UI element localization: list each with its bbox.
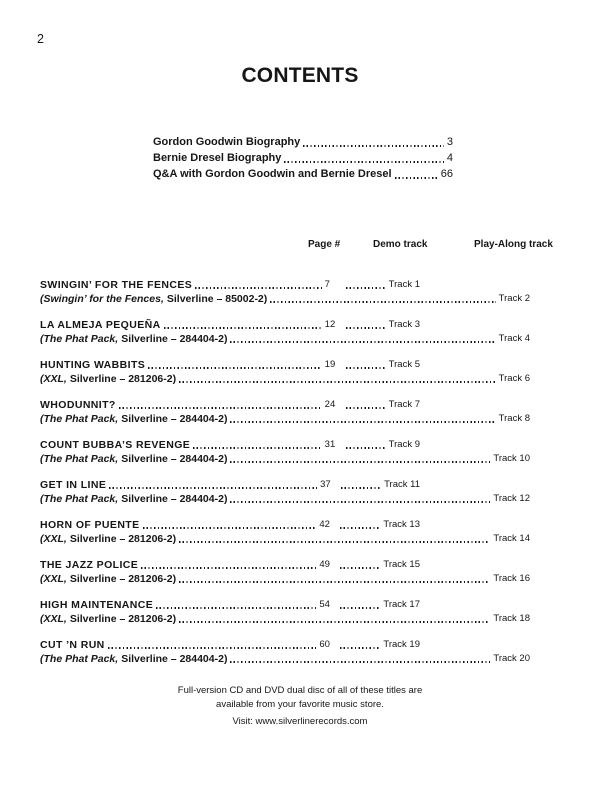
- footer-visit-url: Visit: www.silverlinerecords.com: [232, 716, 368, 727]
- intro-item: [153, 166, 453, 182]
- dot-leader: [230, 661, 490, 663]
- demo-track-label: Track 13: [383, 519, 420, 530]
- song-title-line: [40, 318, 420, 332]
- page-number: 2: [37, 32, 44, 46]
- track-list-entry: [40, 478, 540, 506]
- album-name: (The Phat Pack,: [40, 413, 119, 425]
- album-name: (The Phat Pack,: [40, 493, 119, 505]
- intro-item-label: Gordon Goodwin Biography: [153, 136, 301, 148]
- song-page-number: 7: [324, 279, 330, 290]
- dot-leader: [340, 607, 380, 609]
- song-title-line: [40, 518, 420, 532]
- play-along-track-label: Track 6: [498, 373, 530, 384]
- album-info: [40, 452, 227, 466]
- song-title-line: [40, 558, 420, 572]
- song-page-number: 37: [320, 479, 331, 490]
- album-line: [40, 652, 530, 666]
- song-page-number: 49: [319, 559, 330, 570]
- album-catalog-number: Silverline – 281206-2): [69, 373, 177, 385]
- dot-leader: [346, 367, 386, 369]
- song-title: HORN OF PUENTE: [40, 519, 140, 531]
- dot-leader: [341, 487, 381, 489]
- track-list-entry: [40, 438, 540, 466]
- album-info: [40, 412, 227, 426]
- track-list-entry: [40, 318, 540, 346]
- song-title-line: [40, 638, 420, 652]
- album-catalog-number: Silverline – 284404-2): [121, 333, 228, 345]
- footer: [0, 684, 600, 729]
- intro-item-page-number: 66: [440, 168, 453, 180]
- demo-track-label: Track 19: [383, 639, 420, 650]
- track-list-entry: [40, 358, 540, 386]
- intro-item-page-number: 4: [446, 152, 453, 164]
- dot-leader: [156, 607, 316, 609]
- demo-track-label: Track 7: [388, 399, 420, 410]
- track-list-entry: [40, 638, 540, 666]
- album-info: [40, 292, 267, 306]
- song-title-line: [40, 598, 420, 612]
- dot-leader: [284, 161, 444, 163]
- song-title-line: [40, 398, 420, 412]
- album-info: [40, 652, 227, 666]
- dot-leader: [340, 647, 380, 649]
- song-title: LA ALMEJA PEQUEÑA: [40, 319, 161, 331]
- demo-track-label: Track 5: [388, 359, 420, 370]
- album-name: (Swingin’ for the Fences,: [40, 293, 164, 305]
- album-line: [40, 572, 530, 586]
- album-line: [40, 372, 530, 386]
- dot-leader: [346, 287, 386, 289]
- album-info: [40, 572, 176, 586]
- dot-leader: [108, 647, 317, 649]
- column-header-page: Page #: [308, 239, 341, 250]
- intro-list: [153, 134, 453, 182]
- demo-track-label: Track 15: [383, 559, 420, 570]
- dot-leader: [179, 381, 496, 383]
- dot-leader: [193, 447, 322, 449]
- album-catalog-number: Silverline – 85002-2): [166, 293, 268, 305]
- song-title: WHODUNNIT?: [40, 399, 116, 411]
- song-title-line: [40, 358, 420, 372]
- play-along-track-label: Track 4: [498, 333, 530, 344]
- demo-track-label: Track 17: [383, 599, 420, 610]
- dot-leader: [346, 447, 386, 449]
- play-along-track-label: Track 8: [498, 413, 530, 424]
- demo-track-label: Track 1: [388, 279, 420, 290]
- album-line: [40, 492, 530, 506]
- intro-item-label: Bernie Dresel Biography: [153, 152, 282, 164]
- song-title: CUT ’N RUN: [40, 639, 105, 651]
- dot-leader: [195, 287, 322, 289]
- footer-note-line2: available from your favorite music store.: [216, 699, 384, 710]
- play-along-track-label: Track 10: [493, 453, 530, 464]
- demo-track-label: Track 3: [388, 319, 420, 330]
- dot-leader: [109, 487, 317, 489]
- dot-leader: [303, 145, 444, 147]
- album-catalog-number: Silverline – 284404-2): [121, 653, 228, 665]
- play-along-track-label: Track 18: [493, 613, 530, 624]
- album-catalog-number: Silverline – 284404-2): [121, 413, 228, 425]
- album-line: [40, 612, 530, 626]
- dot-leader: [179, 621, 490, 623]
- song-page-number: 60: [319, 639, 330, 650]
- intro-item-page-number: 3: [446, 136, 453, 148]
- album-name: (XXL,: [40, 573, 67, 585]
- song-title: SWINGIN’ FOR THE FENCES: [40, 279, 193, 291]
- intro-item-label: Q&A with Gordon Goodwin and Bernie Dresel: [153, 168, 392, 180]
- album-line: [40, 332, 530, 346]
- song-page-number: 54: [319, 599, 330, 610]
- track-list-entry: [40, 278, 540, 306]
- album-line: [40, 412, 530, 426]
- dot-leader: [340, 567, 380, 569]
- album-line: [40, 532, 530, 546]
- play-along-track-label: Track 20: [493, 653, 530, 664]
- dot-leader: [270, 301, 495, 303]
- track-list-entry: [40, 558, 540, 586]
- song-title: HIGH MAINTENANCE: [40, 599, 154, 611]
- dot-leader: [119, 407, 322, 409]
- song-page-number: 24: [324, 399, 336, 410]
- album-name: (XXL,: [40, 373, 67, 385]
- album-catalog-number: Silverline – 284404-2): [121, 453, 228, 465]
- album-catalog-number: Silverline – 281206-2): [69, 573, 177, 585]
- track-list-entry: [40, 598, 540, 626]
- intro-item: [153, 134, 453, 150]
- dot-leader: [230, 421, 495, 423]
- column-header-demo-track: Demo track: [373, 239, 428, 250]
- album-line: [40, 292, 530, 306]
- dot-leader: [164, 327, 322, 329]
- song-title: THE JAZZ POLICE: [40, 559, 139, 571]
- album-info: [40, 372, 176, 386]
- song-title: GET IN LINE: [40, 479, 107, 491]
- album-info: [40, 612, 176, 626]
- album-info: [40, 332, 227, 346]
- dot-leader: [141, 567, 316, 569]
- dot-leader: [346, 407, 386, 409]
- footer-note-line1: Full-version CD and DVD dual disc of all of these titles are: [177, 685, 423, 696]
- album-line: [40, 452, 530, 466]
- song-page-number: 42: [319, 519, 330, 530]
- dot-leader: [143, 527, 317, 529]
- dot-leader: [395, 177, 438, 179]
- dot-leader: [230, 501, 490, 503]
- play-along-track-label: Track 2: [498, 293, 530, 304]
- album-catalog-number: Silverline – 284404-2): [121, 493, 228, 505]
- song-page-number: 19: [324, 359, 336, 370]
- album-name: (XXL,: [40, 533, 67, 545]
- track-list: [40, 278, 540, 678]
- dot-leader: [179, 541, 490, 543]
- demo-track-label: Track 11: [384, 479, 420, 490]
- column-headers: [0, 239, 600, 253]
- album-name: (The Phat Pack,: [40, 333, 119, 345]
- intro-item: [153, 150, 453, 166]
- album-name: (The Phat Pack,: [40, 653, 119, 665]
- album-info: [40, 492, 227, 506]
- song-page-number: 12: [324, 319, 336, 330]
- album-name: (XXL,: [40, 613, 67, 625]
- album-name: (The Phat Pack,: [40, 453, 119, 465]
- album-catalog-number: Silverline – 281206-2): [69, 613, 177, 625]
- dot-leader: [230, 341, 495, 343]
- dot-leader: [230, 461, 490, 463]
- track-list-entry: [40, 518, 540, 546]
- page-title: CONTENTS: [241, 64, 359, 87]
- track-list-entry: [40, 398, 540, 426]
- song-page-number: 31: [324, 439, 336, 450]
- dot-leader: [340, 527, 380, 529]
- dot-leader: [179, 581, 490, 583]
- song-title: HUNTING WABBITS: [40, 359, 146, 371]
- song-title-line: [40, 478, 420, 492]
- dot-leader: [148, 367, 322, 369]
- album-catalog-number: Silverline – 281206-2): [69, 533, 177, 545]
- play-along-track-label: Track 12: [493, 493, 530, 504]
- song-title-line: [40, 438, 420, 452]
- play-along-track-label: Track 14: [493, 533, 530, 544]
- column-header-play-along-track: Play-Along track: [474, 239, 553, 250]
- demo-track-label: Track 9: [388, 439, 420, 450]
- song-title-line: [40, 278, 420, 292]
- album-info: [40, 532, 176, 546]
- dot-leader: [346, 327, 386, 329]
- play-along-track-label: Track 16: [493, 573, 530, 584]
- song-title: COUNT BUBBA’S REVENGE: [40, 439, 191, 451]
